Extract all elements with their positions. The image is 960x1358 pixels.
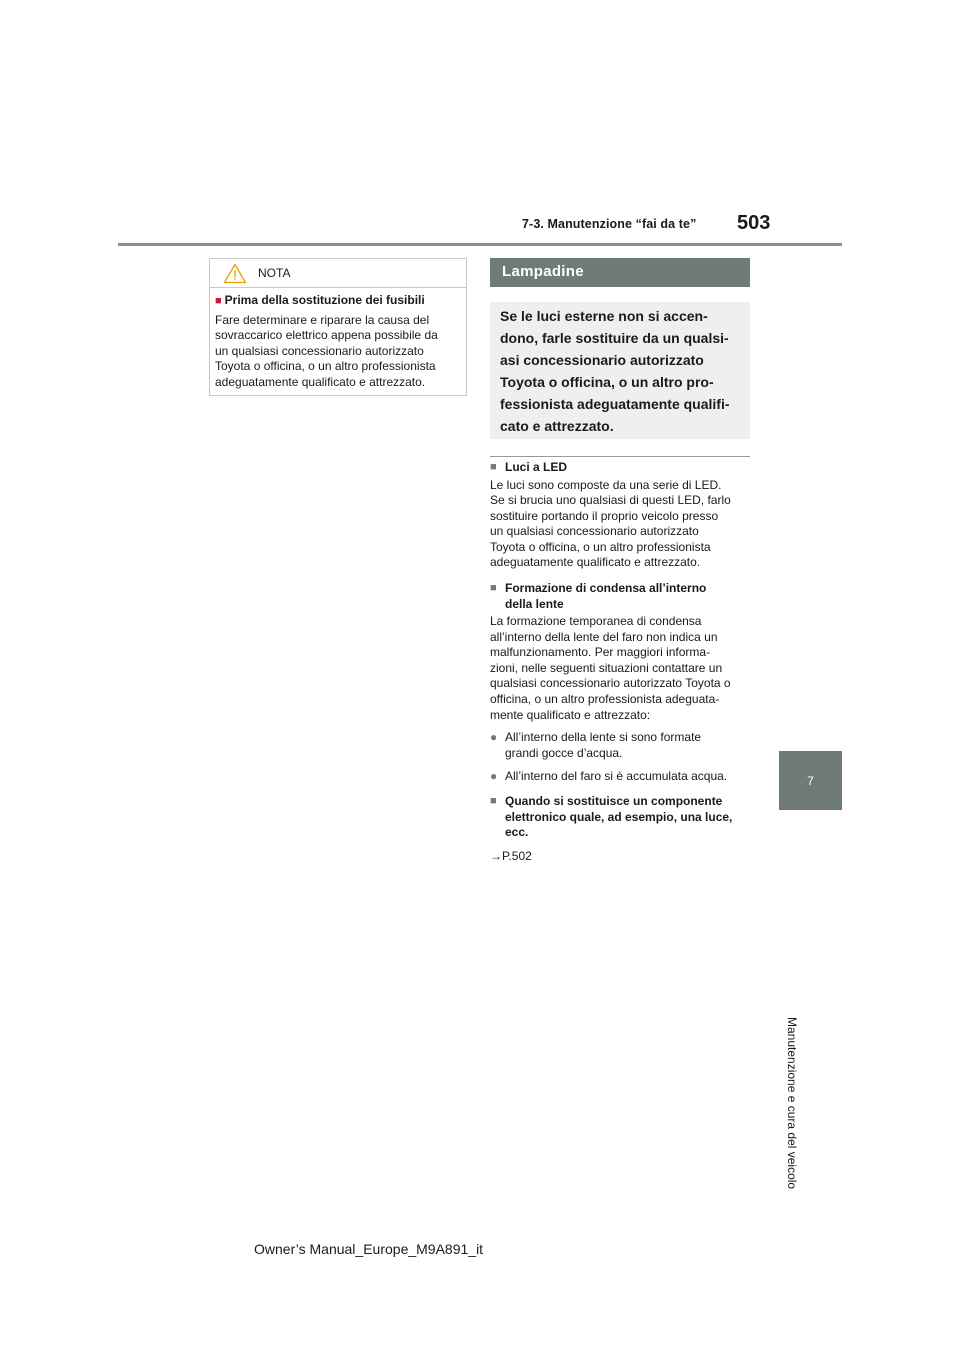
condensa-body	[490, 614, 752, 723]
notice-line: Toyota o officina, o un altro professionista	[215, 359, 436, 374]
round-bullet-icon: ●	[490, 730, 498, 745]
led-line: adeguatamente qualificato e attrezzato.	[490, 555, 701, 570]
list-item-line: grandi gocce d’acqua.	[505, 745, 623, 760]
condensa-subhead-line: Formazione di condensa all’interno	[505, 581, 707, 596]
componente-subhead-line: Quando si sostituisce un componente	[505, 794, 723, 808]
square-bullet-icon: ■	[490, 582, 497, 595]
right-column	[490, 460, 752, 864]
notice-line: Fare determinare e riparare la causa del	[215, 313, 430, 327]
section-intro	[490, 302, 750, 439]
led-line: sostituire portando il proprio veicolo presso	[490, 508, 719, 523]
condensa-line: officina, o un altro professionista adeguata-	[490, 692, 720, 707]
condensa-line: malfunzionamento. Per maggiori informa-	[490, 645, 711, 660]
chapter-title-vertical: Manutenzione e cura del veicolo	[785, 1017, 799, 1190]
intro-line: Se le luci esterne non si accen-	[500, 308, 708, 324]
page-reference-link[interactable]: →P.502	[490, 848, 532, 863]
section-title-bar	[490, 258, 750, 287]
condensa-subhead-line: della lente	[505, 596, 564, 611]
section-title: Lampadine	[502, 263, 584, 280]
header-rule	[118, 243, 842, 246]
intro-line: fessionista adeguatamente qualifi-	[500, 396, 730, 412]
chapter-number: 7	[807, 773, 814, 788]
chapter-tab	[779, 751, 842, 810]
notice-line: sovraccarico elettrico appena possibile da	[215, 328, 438, 343]
list-item-line: All’interno della lente si sono formate	[505, 730, 702, 745]
notice-body	[215, 313, 461, 390]
condensa-line: zioni, nelle seguenti situazioni contattare un	[490, 660, 723, 675]
led-line: Toyota o officina, o un altro professionista	[490, 539, 711, 554]
list-item	[490, 769, 752, 785]
condensa-line: mente qualificato e attrezzato:	[490, 707, 651, 722]
notice-box	[209, 258, 467, 396]
condensa-subhead-text	[505, 581, 706, 612]
componente-subhead-line: elettronico quale, ad esempio, una luce,	[505, 809, 733, 824]
notice-subhead	[215, 293, 461, 309]
intro-line: Toyota o officina, o un altro pro-	[500, 374, 714, 390]
led-subhead	[490, 460, 752, 476]
square-bullet-icon: ■	[215, 295, 222, 307]
round-bullet-icon: ●	[490, 769, 498, 784]
componente-subhead-line: ecc.	[505, 825, 529, 839]
list-item	[490, 730, 752, 761]
section-rule	[490, 456, 750, 457]
section-header: 7-3. Manutenzione “fai da te”	[522, 217, 697, 231]
intro-line: dono, farle sostituire da un qualsi-	[500, 330, 729, 346]
led-subhead-text: Luci a LED	[505, 460, 568, 474]
notice-content	[215, 293, 461, 390]
page-number: 503	[737, 212, 771, 234]
section-intro-text	[500, 305, 744, 437]
componente-subhead	[490, 794, 752, 841]
condensa-line: qualsiasi concessionario autorizzato Toyota o	[490, 676, 731, 691]
notice-line: un qualsiasi concessionario autorizzato	[215, 343, 424, 358]
warning-triangle-icon	[223, 263, 247, 284]
led-body	[490, 478, 752, 572]
notice-subhead-text: Prima della sostituzione dei fusibili	[224, 293, 425, 307]
footer-text: Owner’s Manual_Europe_M9A891_it	[254, 1241, 484, 1257]
led-line: Le luci sono composte da una serie di LED.	[490, 477, 722, 492]
square-bullet-icon: ■	[490, 461, 497, 473]
led-line: Se si brucia uno qualsiasi di questi LED, farlo	[490, 493, 731, 508]
intro-line: asi concessionario autorizzato	[500, 352, 704, 368]
intro-line: cato e attrezzato.	[500, 418, 614, 434]
condensa-line: all’interno della lente del faro non indica un	[490, 629, 718, 644]
notice-header	[210, 259, 466, 288]
condensa-line: La formazione temporanea di condensa	[490, 614, 702, 629]
list-item-text: All’interno del faro si è accumulata acqua.	[505, 769, 728, 784]
square-bullet-icon: ■	[490, 795, 497, 807]
condensa-subhead	[490, 581, 752, 612]
list-item-text	[505, 730, 701, 761]
led-line: un qualsiasi concessionario autorizzato	[490, 524, 699, 539]
notice-line: adeguatamente qualificato e attrezzato.	[215, 374, 426, 389]
notice-label: NOTA	[258, 266, 291, 280]
componente-subhead-text	[505, 794, 732, 841]
